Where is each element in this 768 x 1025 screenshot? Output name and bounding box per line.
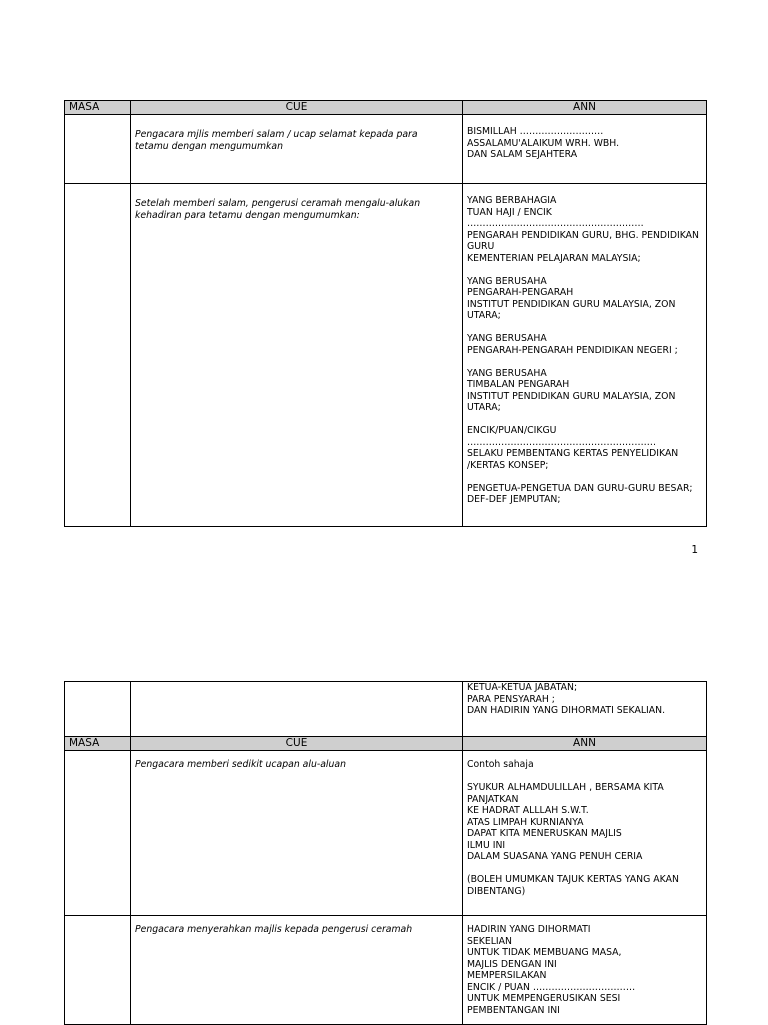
ann-line: PEMBENTANGAN INI	[467, 1004, 560, 1016]
ann-cell	[463, 115, 707, 184]
ann-line: KE HADRAT ALLLAH S.W.T.	[467, 805, 589, 816]
ann-line: INSTITUT PENDIDIKAN GURU MALAYSIA, ZON UTARA;	[467, 390, 676, 413]
cue-cell	[131, 682, 463, 737]
ann-line: DALAM SUASANA YANG PENUH CERIA	[467, 851, 643, 862]
line-gap	[467, 264, 702, 276]
ann-line: ENCIK / PUAN ……………………………	[467, 981, 636, 993]
masa-header: MASA	[65, 101, 131, 115]
masa-cell	[65, 682, 131, 737]
ann-line: Contoh sahaja	[467, 759, 534, 770]
ann-line: PENGARAH-PENGARAH	[467, 287, 574, 298]
ann-line: KEMENTERIAN PELAJARAN MALAYSIA;	[467, 252, 641, 264]
table-row	[65, 184, 707, 527]
ann-line: (BOLEH UMUMKAN TAJUK KERTAS YANG AKAN DIBENTANG)	[467, 874, 679, 897]
cue-header: CUE	[131, 737, 463, 751]
cue-cell: Pengacara menyerahkan majlis kepada pengerusi ceramah	[131, 916, 463, 1025]
masa-cell	[65, 115, 131, 184]
masa-header: MASA	[65, 737, 131, 751]
ann-line: TIMBALAN PENGARAH	[467, 379, 570, 390]
cue-cell: Setelah memberi salam, pengerusi ceramah mengalu-alukan kehadiran para tetamu dengan mengumumkan:	[131, 184, 463, 527]
ann-line: ATAS LIMPAH KURNIANYA	[467, 816, 584, 828]
line-gap	[467, 322, 702, 334]
ann-line: TUAN HAJI / ENCIK	[467, 206, 552, 218]
ann-line: SELAKU PEMBENTANG KERTAS PENYELIDIKAN /KERTAS KONSEP;	[467, 448, 679, 471]
cue-cell: Pengacara memberi sedikit ucapan alu-aluan	[131, 751, 463, 916]
table-row	[65, 115, 707, 184]
table-row	[65, 916, 707, 1025]
section-2-table	[64, 681, 707, 1025]
masa-cell	[65, 751, 131, 916]
ann-header: ANN	[463, 101, 707, 115]
masa-cell	[65, 916, 131, 1025]
ann-cell	[463, 682, 707, 737]
line-gap	[467, 863, 702, 875]
ann-line: YANG BERUSAHA	[467, 275, 547, 287]
table-header-row	[65, 101, 707, 115]
continuation-row	[65, 682, 707, 737]
ann-line: SEKELIAN	[467, 935, 512, 947]
cue-header: CUE	[131, 101, 463, 115]
page-number: 1	[691, 544, 698, 556]
ann-line: KETUA-KETUA JABATAN;	[467, 682, 578, 693]
ann-line: MAJLIS DENGAN INI	[467, 958, 557, 970]
ann-cell	[463, 751, 707, 916]
ann-line: YANG BERUSAHA	[467, 333, 547, 344]
ann-line: YANG BERBAHAGIA	[467, 195, 557, 206]
ann-line: UNTUK TIDAK MEMBUANG MASA,	[467, 947, 622, 958]
ann-line: ILMU INI	[467, 839, 506, 851]
masa-cell	[65, 184, 131, 527]
ann-line: SYUKUR ALHAMDULILLAH , BERSAMA KITA PANJATKAN	[467, 782, 664, 805]
table-header-row	[65, 737, 707, 751]
ann-line: PARA PENSYARAH ;	[467, 693, 555, 705]
ann-line: YANG BERUSAHA	[467, 367, 547, 379]
section-1-table	[64, 100, 707, 527]
ann-line: PENGETUA-PENGETUA DAN GURU-GURU BESAR;	[467, 482, 693, 494]
ann-cell	[463, 916, 707, 1025]
ann-line: INSTITUT PENDIDIKAN GURU MALAYSIA, ZON UTARA;	[467, 298, 676, 321]
ann-line: DAPAT KITA MENERUSKAN MAJLIS	[467, 828, 622, 839]
table-row	[65, 751, 707, 916]
ann-line: PENGARAH PENDIDIKAN GURU, BHG. PENDIDIKAN GURU	[467, 229, 699, 252]
ann-line: …………………………………………………	[467, 218, 644, 229]
ann-line: MEMPERSILAKAN	[467, 970, 547, 981]
line-gap	[467, 414, 702, 426]
cue-cell: Pengacara mjlis memberi salam / ucap selamat kepada para tetamu dengan mengumumkan	[131, 115, 463, 184]
line-gap	[467, 356, 702, 368]
ann-line: …………………………………………………….	[467, 436, 656, 448]
ann-line: DAN SALAM SEJAHTERA	[467, 149, 578, 160]
ann-line: DAN HADIRIN YANG DIHORMATI SEKALIAN.	[467, 705, 666, 716]
ann-header: ANN	[463, 737, 707, 751]
ann-line: ENCIK/PUAN/CIKGU	[467, 425, 557, 436]
ann-cell	[463, 184, 707, 527]
ann-line: HADIRIN YANG DIHORMATI	[467, 924, 591, 935]
ann-line: ASSALAMU'ALAIKUM WRH. WBH.	[467, 137, 620, 149]
ann-line: BISMILLAH ………………………	[467, 126, 604, 137]
line-gap	[467, 471, 702, 483]
ann-line: PENGARAH-PENGARAH PENDIDIKAN NEGERI ;	[467, 344, 678, 356]
ann-line: UNTUK MEMPENGERUSIKAN SESI	[467, 993, 621, 1004]
line-gap	[467, 771, 702, 783]
ann-line: DEF-DEF JEMPUTAN;	[467, 494, 561, 505]
